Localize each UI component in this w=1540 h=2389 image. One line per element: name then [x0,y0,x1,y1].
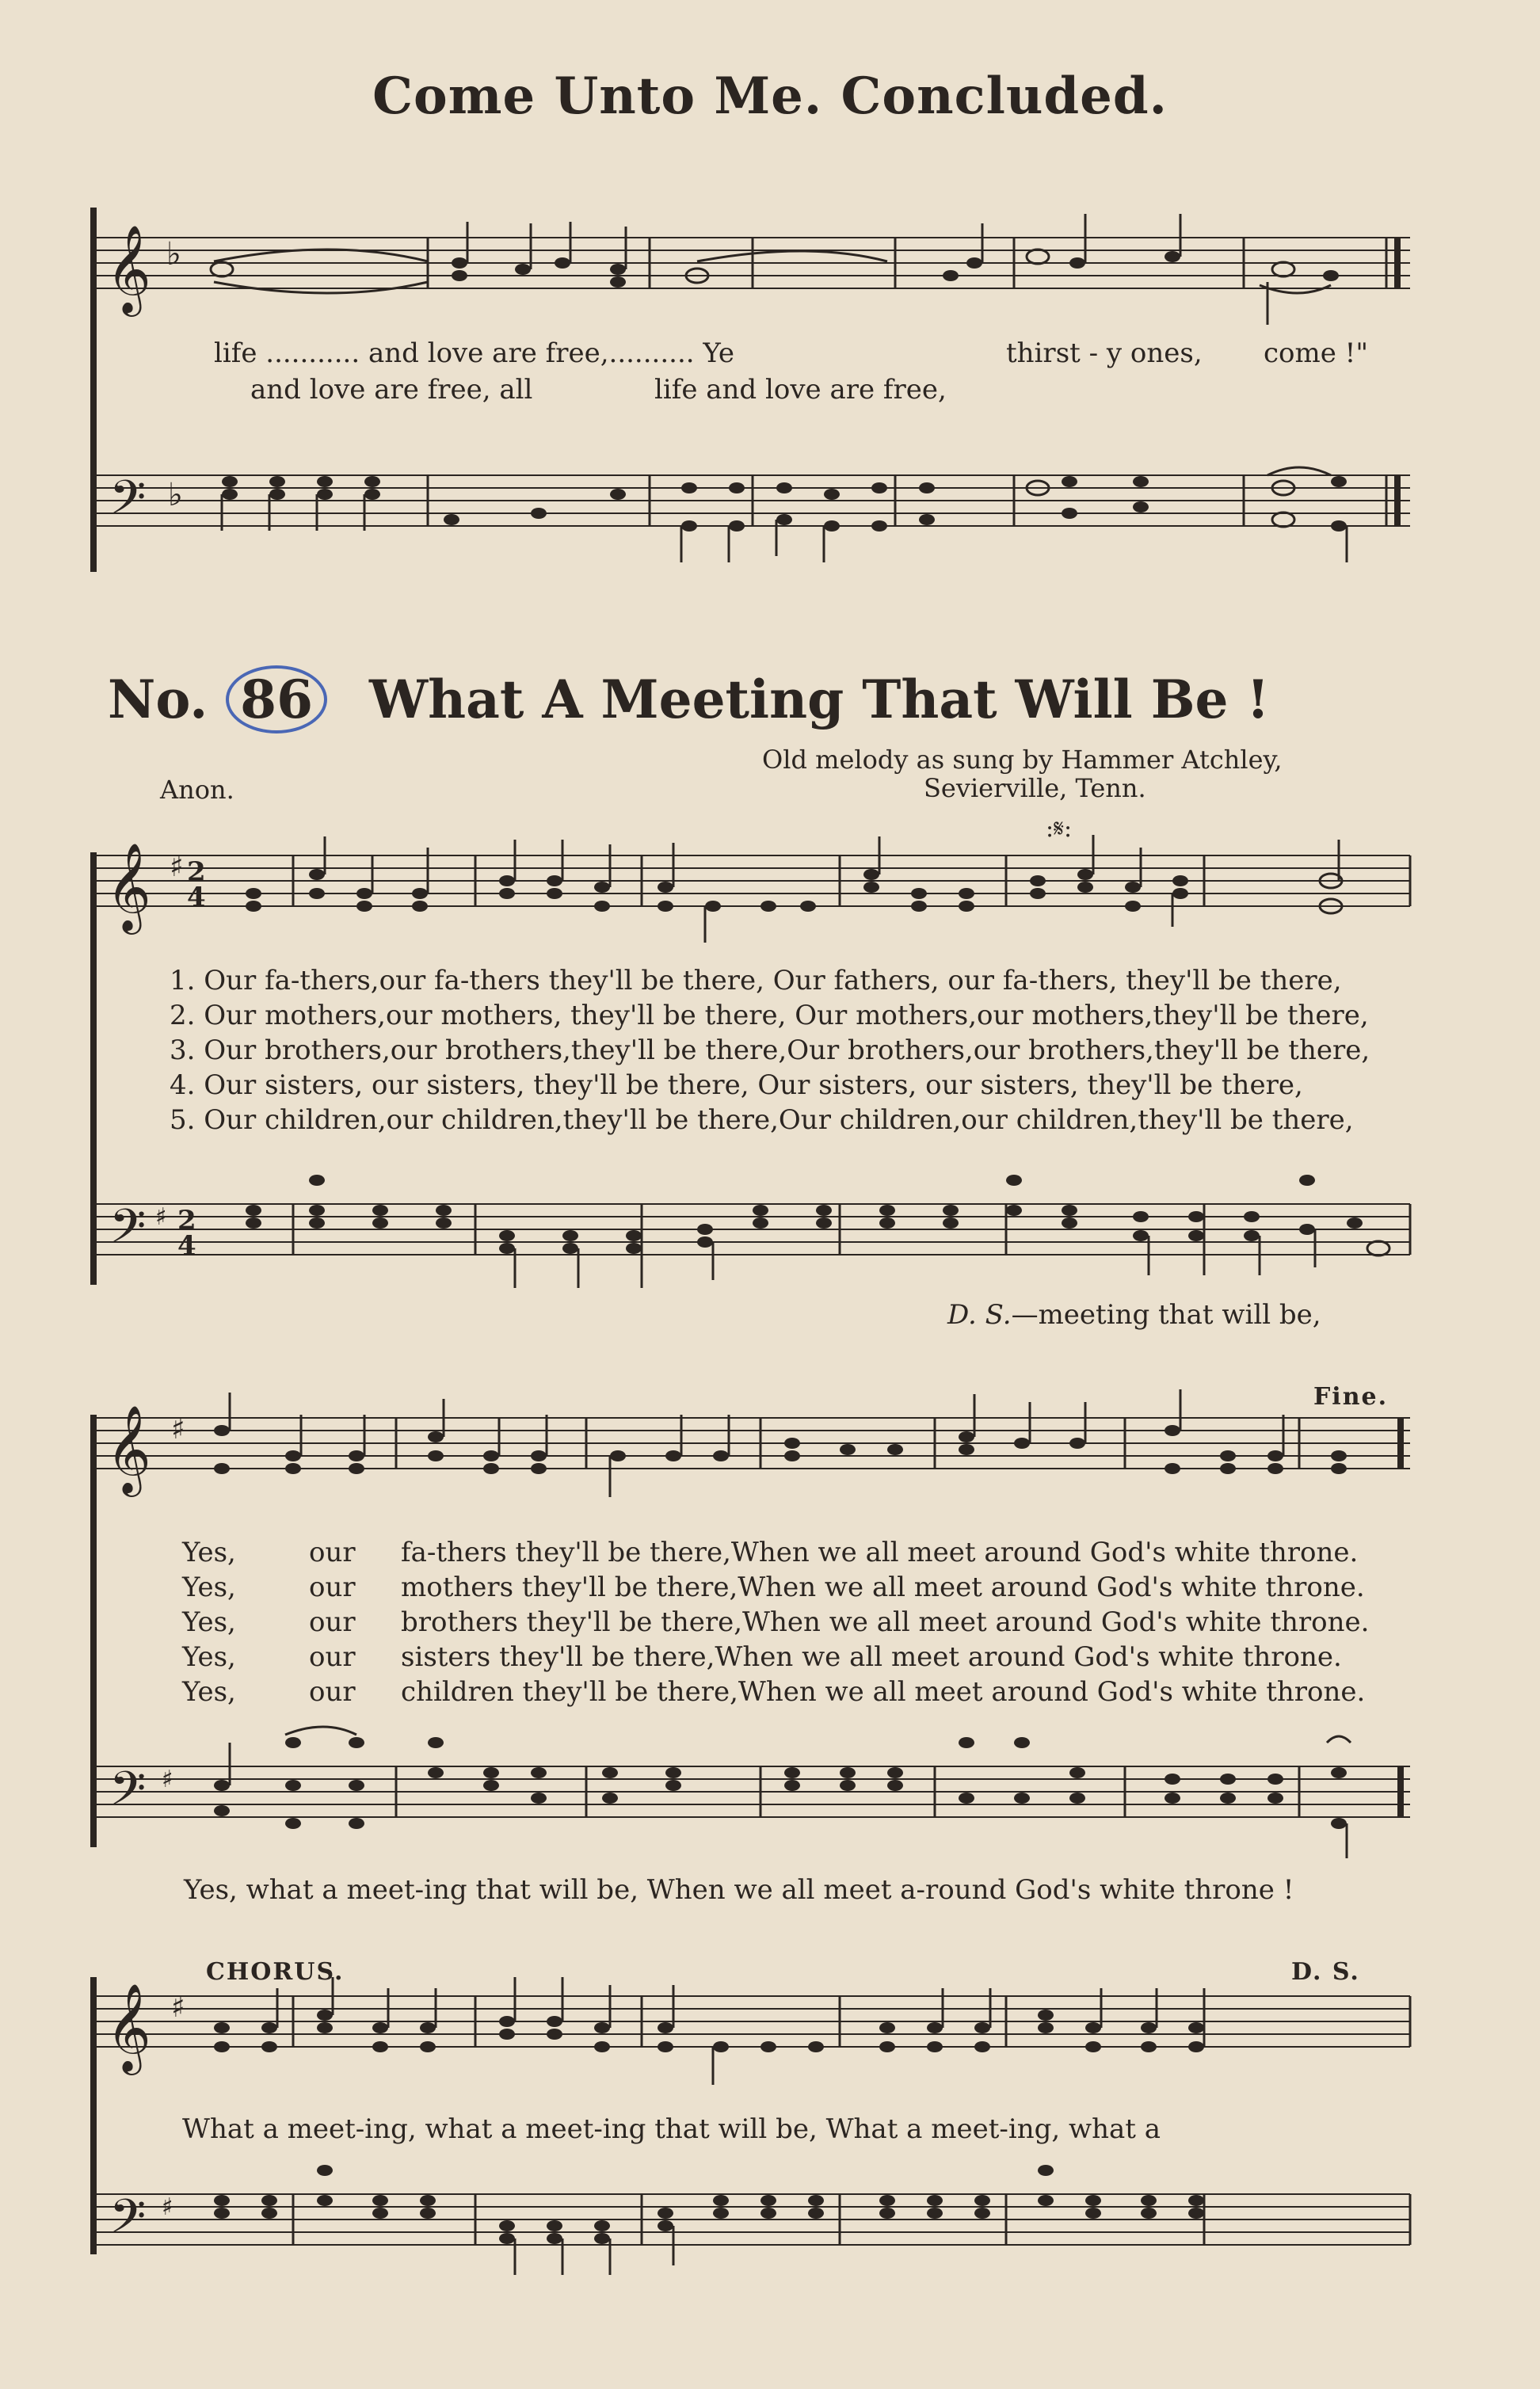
refrain-line-5 [182,1676,1365,1708]
svg-text:𝄞: 𝄞 [106,1404,151,1493]
system-bracket-2 [90,852,97,1285]
hymn-credit-line-1: Old melody as sung by Hammer Atchley, [762,745,1283,775]
svg-text:4: 4 [177,1230,196,1262]
ds-label: D. S. [1291,1958,1360,1986]
chorus-lyrics: What a meet-ing, what a meet-ing that will be, What a meet-ing, what a [182,2113,1161,2145]
refrain-end: around God's white throne. [995,1606,1370,1638]
system-bracket-1 [90,208,97,572]
refrain-word-yes: Yes, [182,1676,236,1708]
refrain-word-yes: Yes, [182,1537,236,1568]
svg-text:𝄞: 𝄞 [106,842,151,931]
svg-text:2: 2 [187,856,206,888]
music-system-3 [95,1370,1410,1909]
svg-text:♯: ♯ [171,1991,185,2024]
refrain-word-our: our [309,1572,356,1603]
refrain-word-yes: Yes, [182,1572,236,1603]
lyrics-line-1c: come !" [1264,337,1368,369]
refrain-word-yes: Yes, [182,1606,236,1638]
svg-text:♯: ♯ [155,1203,167,1231]
music-system-4 [95,1933,1410,2281]
refrain-text: sisters they'll be there,When we all meet [401,1641,960,1673]
refrain-end: around God's white throne. [967,1641,1342,1673]
svg-text:♯: ♯ [162,2193,173,2221]
svg-text:♯: ♯ [171,1413,185,1446]
staff-treble-1 [95,206,1410,333]
refrain-line-2 [182,1572,1365,1603]
system-bracket-4 [90,1977,97,2254]
verse-line-1: 1. Our fa-thers,our fa-thers they'll be there, Our fathers, our fa-thers, they'll be there, [170,965,1342,996]
refrain-line-3 [182,1606,1369,1638]
refrain-word-our: our [309,1537,356,1568]
refrain-text: mothers they'll be there,When we all meet [401,1572,982,1603]
svg-text:♭: ♭ [166,236,181,272]
lyrics-line-2b: life and love are free, [654,374,947,406]
segno-sign: :𝄋: [1046,815,1073,843]
refrain-text: children they'll be there,When we all meet [401,1676,983,1708]
fine-label: Fine. [1313,1383,1389,1411]
hymn-title-text: What A Meeting That Will Be ! [369,669,1270,730]
ds-note [947,1299,1321,1331]
music-system-1 [95,190,1410,570]
staff-bass-1 [95,412,1410,570]
svg-text:𝄢: 𝄢 [109,470,147,536]
svg-text:𝄞: 𝄞 [106,224,151,313]
staff-treble-2 [95,808,1410,951]
lyrics-line-1b: thirst - y ones, [1006,337,1203,369]
svg-text:♯: ♯ [162,1766,173,1793]
music-system-2 [95,808,1410,1315]
lyrics-line-1a: life ........... and love are free,.......... Ye [214,337,735,369]
svg-text:𝄞: 𝄞 [106,1983,151,2071]
verse-line-4: 4. Our sisters, our sisters, they'll be there, Our sisters, our sisters, they'll be there, [170,1069,1303,1101]
chorus-label: CHORUS. [206,1958,345,1986]
refrain-line-4 [182,1641,1342,1673]
refrain-line-1 [182,1537,1358,1568]
ds-note-label: D. S. [947,1299,1012,1331]
refrain-text: fa-thers they'll be there,When we all meet [401,1537,976,1568]
hymn-number: 86 [226,665,327,733]
author: Anon. [160,775,234,805]
svg-text:4: 4 [187,882,206,913]
verse-line-5: 5. Our children,our children,they'll be there,Our children,our children,they'll be there, [170,1104,1354,1136]
staff-bass-2 [95,1149,1410,1307]
refrain-end: around God's white throne. [984,1537,1359,1568]
staff-bass-3 [95,1711,1410,1869]
refrain-word-our: our [309,1641,356,1673]
svg-text:♭: ♭ [168,477,183,513]
svg-text:𝄢: 𝄢 [109,2189,147,2255]
hymn-number-prefix: No. [108,669,208,730]
refrain-text: brothers they'll be there,When we all meet [401,1606,987,1638]
ds-note-text: —meeting that will be, [1011,1299,1321,1331]
hymn-credit-line-2: Sevierville, Tenn. [924,773,1146,803]
hymn-title [108,665,1269,733]
staff-treble-3 [95,1370,1410,1513]
refrain-word-yes: Yes, [182,1641,236,1673]
refrain-end: around God's white throne. [991,1676,1366,1708]
refrain-word-our: our [309,1676,356,1708]
staff-bass-4 [95,2139,1410,2281]
bass-refrain-lyrics: Yes, what a meet-ing that will be, When we all meet a-round God's white throne ! [184,1874,1294,1906]
staff-treble-4 [95,1949,1410,2091]
svg-text:♯: ♯ [170,851,184,883]
lyrics-line-2a: and love are free, all [250,374,533,406]
svg-text:𝄢: 𝄢 [109,1198,147,1265]
svg-text:𝄢: 𝄢 [109,1761,147,1827]
refrain-word-our: our [309,1606,356,1638]
verse-line-3: 3. Our brothers,our brothers,they'll be there,Our brothers,our brothers,they'll be there, [170,1034,1370,1066]
refrain-end: around God's white throne. [990,1572,1365,1603]
verse-line-2: 2. Our mothers,our mothers, they'll be there, Our mothers,our mothers,they'll be there, [170,1000,1369,1031]
svg-text:2: 2 [177,1205,196,1236]
system-bracket-3 [90,1415,97,1847]
page-title: Come Unto Me. Concluded. [372,67,1168,126]
